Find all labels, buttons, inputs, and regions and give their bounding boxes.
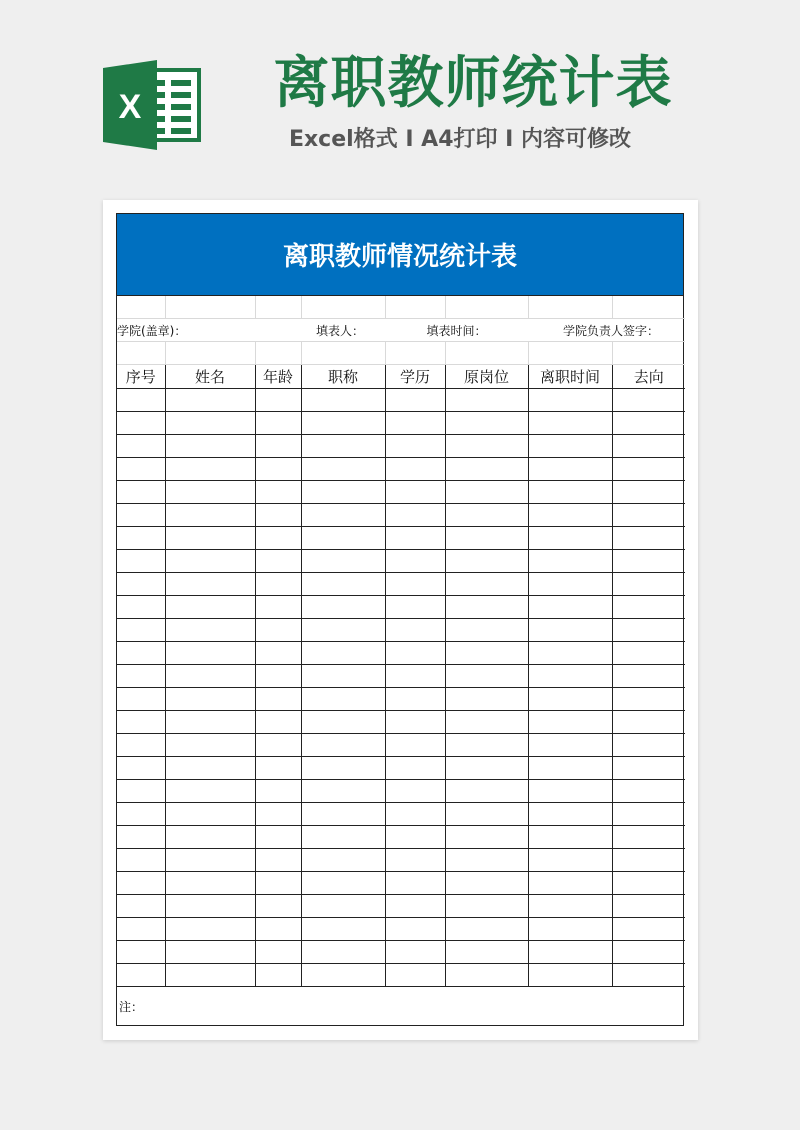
table-cell[interactable] <box>528 665 612 688</box>
table-cell[interactable] <box>301 780 385 803</box>
table-cell[interactable] <box>117 780 165 803</box>
table-cell[interactable] <box>165 872 255 895</box>
table-cell[interactable] <box>528 412 612 435</box>
table-row <box>117 458 685 481</box>
table-cell[interactable] <box>445 642 528 665</box>
table-cell[interactable] <box>528 527 612 550</box>
table-cell[interactable] <box>445 849 528 872</box>
table-cell[interactable] <box>385 941 445 964</box>
table-cell[interactable] <box>117 596 165 619</box>
table-cell[interactable] <box>385 527 445 550</box>
table-cell[interactable] <box>612 918 685 941</box>
table-cell[interactable] <box>165 964 255 987</box>
table-cell[interactable] <box>385 389 445 412</box>
table-cell[interactable] <box>255 435 301 458</box>
table-cell[interactable] <box>301 389 385 412</box>
table-row <box>117 941 685 964</box>
table-cell[interactable] <box>255 550 301 573</box>
table-cell[interactable] <box>612 504 685 527</box>
table-cell[interactable] <box>165 527 255 550</box>
document-page <box>103 200 698 1040</box>
table-cell[interactable] <box>445 941 528 964</box>
table-cell[interactable] <box>165 941 255 964</box>
table-row <box>117 688 685 711</box>
table-cell[interactable] <box>528 826 612 849</box>
table-row <box>117 734 685 757</box>
table-row <box>117 872 685 895</box>
table-cell[interactable] <box>301 481 385 504</box>
table-cell[interactable] <box>255 412 301 435</box>
table-row <box>117 527 685 550</box>
table-cell[interactable] <box>117 688 165 711</box>
table-cell[interactable] <box>255 688 301 711</box>
table-row <box>117 918 685 941</box>
table-cell[interactable] <box>385 435 445 458</box>
table-cell[interactable] <box>165 481 255 504</box>
table-cell[interactable] <box>255 642 301 665</box>
table-body <box>117 389 685 987</box>
table-cell[interactable] <box>612 711 685 734</box>
table-cell[interactable] <box>385 619 445 642</box>
table-cell[interactable] <box>445 964 528 987</box>
table-cell[interactable] <box>117 711 165 734</box>
table-cell[interactable] <box>255 504 301 527</box>
table-cell[interactable] <box>385 964 445 987</box>
table-cell[interactable] <box>612 458 685 481</box>
table-cell[interactable] <box>385 573 445 596</box>
table-cell[interactable] <box>385 711 445 734</box>
table-cell[interactable] <box>165 596 255 619</box>
table-cell[interactable] <box>385 734 445 757</box>
table-cell[interactable] <box>612 619 685 642</box>
col-header-education: 学历 <box>385 365 445 389</box>
table-cell[interactable] <box>385 665 445 688</box>
table-cell[interactable] <box>612 964 685 987</box>
table-cell[interactable] <box>612 412 685 435</box>
table-cell[interactable] <box>255 389 301 412</box>
table-cell[interactable] <box>445 458 528 481</box>
table-cell[interactable] <box>255 711 301 734</box>
table-cell[interactable] <box>301 412 385 435</box>
table-cell[interactable] <box>255 619 301 642</box>
table-cell[interactable] <box>165 573 255 596</box>
table-cell[interactable] <box>445 435 528 458</box>
col-header-title: 职称 <box>301 365 385 389</box>
table-row <box>117 895 685 918</box>
table-cell[interactable] <box>255 849 301 872</box>
info-table <box>117 296 685 987</box>
table-cell[interactable] <box>165 435 255 458</box>
table-cell[interactable] <box>445 389 528 412</box>
table-cell[interactable] <box>255 596 301 619</box>
table-cell[interactable] <box>165 412 255 435</box>
table-cell[interactable] <box>385 550 445 573</box>
table-cell[interactable] <box>612 550 685 573</box>
table-cell[interactable] <box>385 504 445 527</box>
table-row <box>117 596 685 619</box>
table-cell[interactable] <box>165 504 255 527</box>
table-cell[interactable] <box>528 596 612 619</box>
table-cell[interactable] <box>301 711 385 734</box>
col-header-leave-date: 离职时间 <box>528 365 612 389</box>
table-cell[interactable] <box>165 688 255 711</box>
table-cell[interactable] <box>165 757 255 780</box>
table-cell[interactable] <box>528 918 612 941</box>
table-cell[interactable] <box>445 504 528 527</box>
table-cell[interactable] <box>528 941 612 964</box>
table-cell[interactable] <box>165 389 255 412</box>
table-cell[interactable] <box>612 734 685 757</box>
table-cell[interactable] <box>528 711 612 734</box>
table-cell[interactable] <box>612 665 685 688</box>
table-cell[interactable] <box>301 619 385 642</box>
table-cell[interactable] <box>301 688 385 711</box>
table-cell[interactable] <box>165 550 255 573</box>
table-cell[interactable] <box>255 527 301 550</box>
table-cell[interactable] <box>165 711 255 734</box>
table-cell[interactable] <box>528 481 612 504</box>
table-cell[interactable] <box>385 642 445 665</box>
table-cell[interactable] <box>165 895 255 918</box>
table-cell[interactable] <box>165 619 255 642</box>
sheet-title: 离职教师情况统计表 <box>117 214 683 296</box>
table-cell[interactable] <box>445 711 528 734</box>
table-cell[interactable] <box>301 941 385 964</box>
table-cell[interactable] <box>165 734 255 757</box>
table-cell[interactable] <box>255 573 301 596</box>
table-cell[interactable] <box>445 481 528 504</box>
table-cell[interactable] <box>255 665 301 688</box>
table-cell[interactable] <box>528 734 612 757</box>
table-cell[interactable] <box>301 964 385 987</box>
table-cell[interactable] <box>117 619 165 642</box>
table-cell[interactable] <box>117 481 165 504</box>
page-title: 离职教师统计表 <box>273 51 673 116</box>
table-cell[interactable] <box>301 573 385 596</box>
table-cell[interactable] <box>117 918 165 941</box>
table-cell[interactable] <box>385 803 445 826</box>
table-cell[interactable] <box>301 665 385 688</box>
page-header <box>0 0 800 200</box>
spacer-row <box>117 342 685 365</box>
table-cell[interactable] <box>165 642 255 665</box>
table-cell[interactable] <box>612 849 685 872</box>
table-cell[interactable] <box>117 734 165 757</box>
table-row <box>117 573 685 596</box>
table-cell[interactable] <box>528 619 612 642</box>
table-cell[interactable] <box>528 573 612 596</box>
col-header-name: 姓名 <box>165 365 255 389</box>
table-cell[interactable] <box>255 458 301 481</box>
table-cell[interactable] <box>612 872 685 895</box>
table-cell[interactable] <box>117 412 165 435</box>
table-cell[interactable] <box>445 826 528 849</box>
table-row <box>117 504 685 527</box>
table-cell[interactable] <box>117 527 165 550</box>
table-cell[interactable] <box>255 481 301 504</box>
table-cell[interactable] <box>301 504 385 527</box>
table-cell[interactable] <box>255 757 301 780</box>
table-cell[interactable] <box>612 780 685 803</box>
table-cell[interactable] <box>445 734 528 757</box>
table-cell[interactable] <box>445 757 528 780</box>
table-cell[interactable] <box>612 481 685 504</box>
table-row <box>117 964 685 987</box>
table-cell[interactable] <box>445 527 528 550</box>
table-cell[interactable] <box>117 872 165 895</box>
table-cell[interactable] <box>117 757 165 780</box>
table-cell[interactable] <box>612 573 685 596</box>
table-cell[interactable] <box>301 527 385 550</box>
col-header-age: 年龄 <box>255 365 301 389</box>
svg-text:X: X <box>118 88 142 126</box>
table-cell[interactable] <box>385 780 445 803</box>
table-cell[interactable] <box>385 826 445 849</box>
table-row <box>117 435 685 458</box>
table-row <box>117 665 685 688</box>
table-cell[interactable] <box>301 550 385 573</box>
table-row <box>117 803 685 826</box>
leader-sign-label: 学院负责人签字： <box>528 319 685 342</box>
table-cell[interactable] <box>255 964 301 987</box>
table-cell[interactable] <box>117 941 165 964</box>
table-cell[interactable] <box>528 550 612 573</box>
table-cell[interactable] <box>301 642 385 665</box>
table-cell[interactable] <box>255 895 301 918</box>
table-cell[interactable] <box>301 435 385 458</box>
college-seal-label: 学院(盖章)： <box>117 319 255 342</box>
table-cell[interactable] <box>385 757 445 780</box>
table-cell[interactable] <box>528 642 612 665</box>
table-cell[interactable] <box>117 826 165 849</box>
table-cell[interactable] <box>445 550 528 573</box>
table-row <box>117 550 685 573</box>
table-cell[interactable] <box>255 734 301 757</box>
table-cell[interactable] <box>612 435 685 458</box>
table-cell[interactable] <box>117 665 165 688</box>
note-label: 注： <box>119 999 144 1014</box>
table-cell[interactable] <box>528 757 612 780</box>
table-cell[interactable] <box>528 688 612 711</box>
table-cell[interactable] <box>528 504 612 527</box>
table-row <box>117 711 685 734</box>
table-cell[interactable] <box>445 872 528 895</box>
table-cell[interactable] <box>612 688 685 711</box>
table-cell[interactable] <box>301 872 385 895</box>
table-cell[interactable] <box>612 642 685 665</box>
spreadsheet <box>116 213 684 1026</box>
table-cell[interactable] <box>528 435 612 458</box>
table-cell[interactable] <box>301 918 385 941</box>
page-subtitle: Excel格式 I A4打印 I 内容可修改 <box>288 127 632 152</box>
table-cell[interactable] <box>117 504 165 527</box>
table-cell[interactable] <box>385 849 445 872</box>
table-cell[interactable] <box>612 826 685 849</box>
table-cell[interactable] <box>385 918 445 941</box>
table-cell[interactable] <box>165 665 255 688</box>
table-cell[interactable] <box>255 803 301 826</box>
table-cell[interactable] <box>165 780 255 803</box>
table-cell[interactable] <box>528 803 612 826</box>
table-cell[interactable] <box>445 895 528 918</box>
table-cell[interactable] <box>117 642 165 665</box>
table-row <box>117 481 685 504</box>
table-cell[interactable] <box>301 803 385 826</box>
table-cell[interactable] <box>255 826 301 849</box>
table-cell[interactable] <box>255 780 301 803</box>
spacer-row <box>117 296 685 319</box>
table-cell[interactable] <box>445 573 528 596</box>
table-cell[interactable] <box>117 458 165 481</box>
table-cell[interactable] <box>301 849 385 872</box>
table-row <box>117 757 685 780</box>
table-cell[interactable] <box>528 849 612 872</box>
table-cell[interactable] <box>528 895 612 918</box>
table-cell[interactable] <box>385 458 445 481</box>
table-cell[interactable] <box>445 688 528 711</box>
table-cell[interactable] <box>445 918 528 941</box>
table-cell[interactable] <box>385 872 445 895</box>
table-cell[interactable] <box>117 964 165 987</box>
table-cell[interactable] <box>528 780 612 803</box>
table-cell[interactable] <box>117 389 165 412</box>
table-cell[interactable] <box>117 435 165 458</box>
table-cell[interactable] <box>612 596 685 619</box>
table-cell[interactable] <box>612 803 685 826</box>
info-row <box>117 319 685 342</box>
col-header-destination: 去向 <box>612 365 685 389</box>
table-cell[interactable] <box>255 941 301 964</box>
table-row <box>117 389 685 412</box>
table-cell[interactable] <box>165 458 255 481</box>
table-cell[interactable] <box>612 895 685 918</box>
table-cell[interactable] <box>612 941 685 964</box>
filler-label: 填表人： <box>255 319 385 342</box>
table-cell[interactable] <box>528 872 612 895</box>
table-cell[interactable] <box>255 918 301 941</box>
table-cell[interactable] <box>165 918 255 941</box>
table-cell[interactable] <box>445 803 528 826</box>
table-row <box>117 642 685 665</box>
table-cell[interactable] <box>385 895 445 918</box>
table-row <box>117 619 685 642</box>
table-cell[interactable] <box>612 527 685 550</box>
fill-time-label: 填表时间： <box>385 319 528 342</box>
table-cell[interactable] <box>385 688 445 711</box>
table-cell[interactable] <box>445 412 528 435</box>
table-cell[interactable] <box>117 895 165 918</box>
table-cell[interactable] <box>301 458 385 481</box>
table-cell[interactable] <box>117 550 165 573</box>
table-row <box>117 780 685 803</box>
table-cell[interactable] <box>528 964 612 987</box>
col-header-former-post: 原岗位 <box>445 365 528 389</box>
table-cell[interactable] <box>612 757 685 780</box>
excel-logo-icon <box>103 60 203 150</box>
table-cell[interactable] <box>301 734 385 757</box>
table-row <box>117 412 685 435</box>
table-cell[interactable] <box>385 412 445 435</box>
table-cell[interactable] <box>445 780 528 803</box>
column-header-row <box>117 365 685 389</box>
table-cell[interactable] <box>301 826 385 849</box>
table-cell[interactable] <box>117 849 165 872</box>
table-cell[interactable] <box>255 872 301 895</box>
table-cell[interactable] <box>165 826 255 849</box>
table-cell[interactable] <box>612 389 685 412</box>
table-cell[interactable] <box>385 596 445 619</box>
table-row <box>117 826 685 849</box>
table-cell[interactable] <box>117 803 165 826</box>
col-header-index: 序号 <box>117 365 165 389</box>
table-cell[interactable] <box>165 849 255 872</box>
table-cell[interactable] <box>528 389 612 412</box>
table-cell[interactable] <box>385 481 445 504</box>
table-cell[interactable] <box>165 803 255 826</box>
table-cell[interactable] <box>301 895 385 918</box>
table-cell[interactable] <box>445 596 528 619</box>
table-cell[interactable] <box>301 596 385 619</box>
table-cell[interactable] <box>528 458 612 481</box>
table-row <box>117 849 685 872</box>
table-cell[interactable] <box>117 573 165 596</box>
table-cell[interactable] <box>445 619 528 642</box>
table-cell[interactable] <box>445 665 528 688</box>
table-cell[interactable] <box>301 757 385 780</box>
